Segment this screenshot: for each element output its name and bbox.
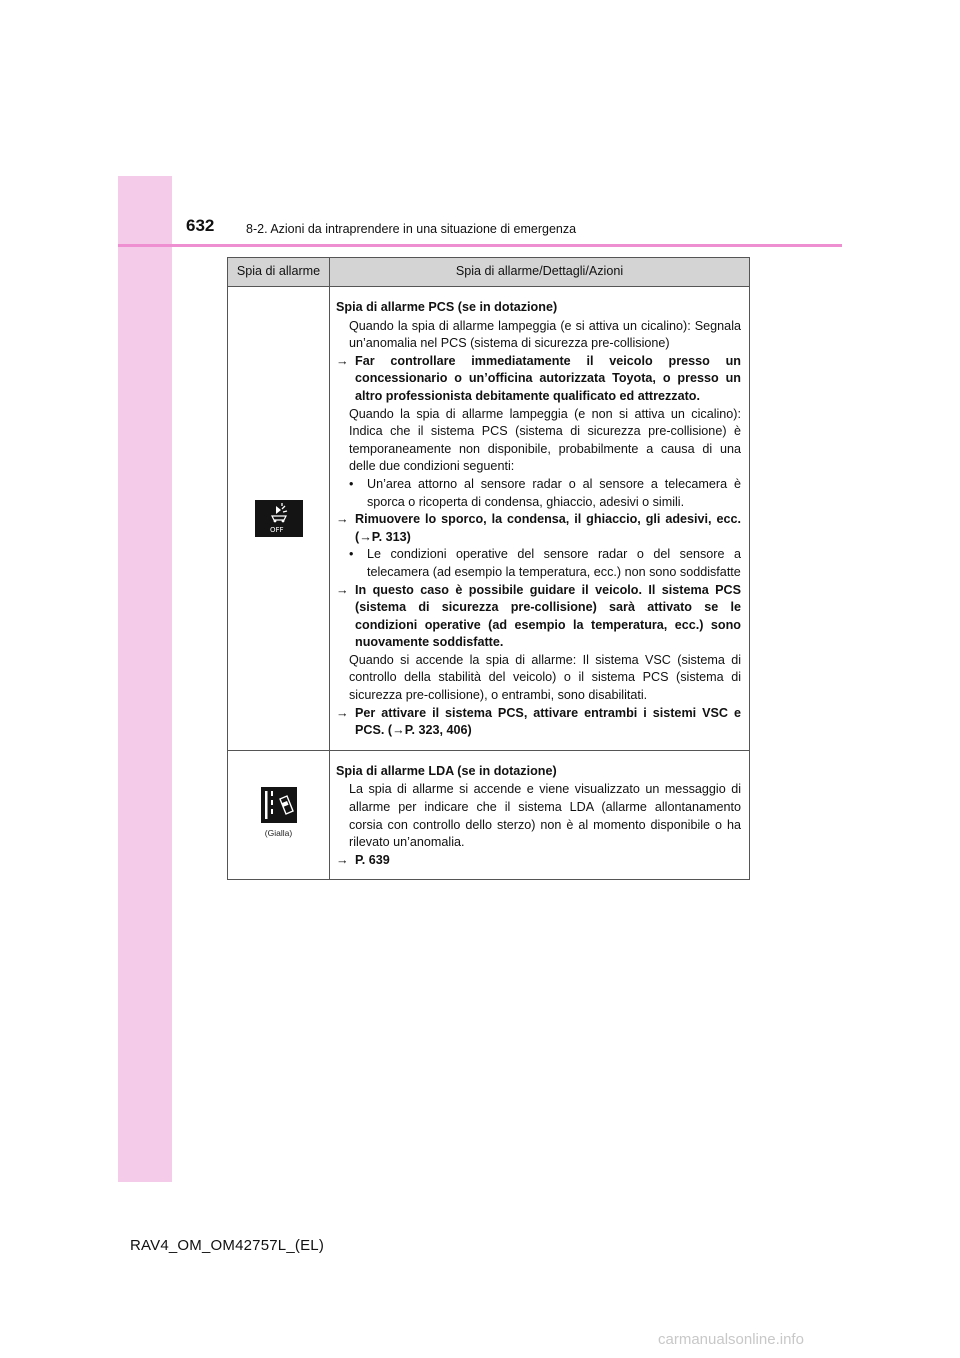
arrow-icon: → (336, 582, 349, 597)
lda-title: Spia di allarme LDA (se in dotazione) (336, 763, 557, 778)
arrow-icon: → (336, 705, 349, 720)
table-row (228, 750, 750, 880)
pcs-action-activate: → Per attivare il sistema PCS, attivare entrambi i sistemi VSC e PCS. (→P. 323, 406) (336, 705, 741, 738)
pcs-title: Spia di allarme PCS (se in dotazione) (336, 300, 558, 314)
lda-icon-caption: (Gialla) (264, 828, 293, 839)
pcs-condition-on: Quando si accende la spia di allarme: Il sistema VSC (sistema di controllo della stabilità del veicolo) o il sistema PCS (sistema di sicurezza pre-collisione), o entrambi, sono disabilitati. (349, 652, 741, 703)
lda-icon-cell (228, 750, 330, 880)
pcs-action-drive: → In questo caso è possibile guidare il veicolo. Il sistema PCS (sistema di sicurezza pre-collisione) sarà attivato se le condizioni operative (ad esempio la temperatura, ecc.) sono nuovamente soddisfatte. (336, 582, 741, 650)
page-number: 632 (186, 216, 215, 235)
bullet-icon: • (349, 547, 354, 562)
pcs-action-dealer: → Far controllare immediatamente il veicolo presso un concessionario o un’officina autorizzata Toyota, o presso un altro professionista debitamente qualificato ed attrezzato. (336, 353, 741, 403)
chapter-side-strip (118, 176, 172, 1182)
pcs-icon-cell (228, 287, 330, 751)
bullet-icon: • (349, 476, 354, 491)
table-row (228, 287, 750, 751)
arrow-icon: → (336, 852, 349, 867)
column-header-light: Spia di allarme (228, 258, 330, 287)
page-ref-link[interactable]: →P. 323, 406) (392, 723, 472, 738)
pcs-bullet-conditions: • Le condizioni operative del sensore radar o del sensore a telecamera (ad esempio la temperatura, ecc.) non sono soddisfatte (349, 547, 741, 579)
lda-action (336, 852, 741, 870)
header-rule (118, 244, 842, 247)
lda-condition: La spia di allarme si accende e viene visualizzato un messaggio di allarme per indicare che il sistema LDA (allarme allontanamento corsia con controllo dello sterzo) non è al momento disponibile o ha rilevato un’anomalia. (349, 782, 741, 850)
arrow-icon: → (336, 512, 349, 527)
pcs-bullet-sensor-dirty: • Un’area attorno al sensore radar o al sensore a telecamera è sporca o ricoperta di condensa, ghiaccio, adesivi o simili. (349, 476, 741, 509)
arrow-icon: → (336, 353, 349, 368)
lda-description (330, 750, 750, 880)
column-header-details: Spia di allarme/Dettagli/Azioni (330, 258, 750, 287)
page-ref-link[interactable]: →P. 313) (359, 529, 411, 544)
page-ref-link[interactable]: P. 639 (355, 852, 390, 867)
watermark: carmanualsonline.info (658, 1331, 804, 1348)
pcs-off-warning-icon (255, 500, 303, 537)
document-code: RAV4_OM_OM42757L_(EL) (130, 1237, 325, 1254)
pcs-condition-flashing-no-buzzer: Quando la spia di allarme lampeggia (e non si attiva un cicalino): Indica che il sistema PCS (sistema di sicurezza pre-collisione) è temporaneamente non disponibile, probabilmente a causa di una delle due condizioni seguenti: (349, 406, 741, 474)
table-header-row (228, 258, 750, 287)
lda-lane-departure-icon (261, 787, 297, 823)
section-title: 8-2. Azioni da intraprendere in una situazione di emergenza (246, 222, 577, 236)
pcs-condition-flashing-buzzer: Quando la spia di allarme lampeggia (e si attiva un cicalino): Segnala un’anomalia nel PCS (sistema di sicurezza pre-collisione) (349, 318, 741, 351)
warning-light-table (227, 257, 750, 880)
pcs-description (330, 287, 750, 751)
svg-text:OFF: OFF (269, 525, 284, 534)
pcs-action-clean: → Rimuovere lo sporco, la condensa, il ghiaccio, gli adesivi, ecc. (→P. 313) (336, 512, 741, 544)
